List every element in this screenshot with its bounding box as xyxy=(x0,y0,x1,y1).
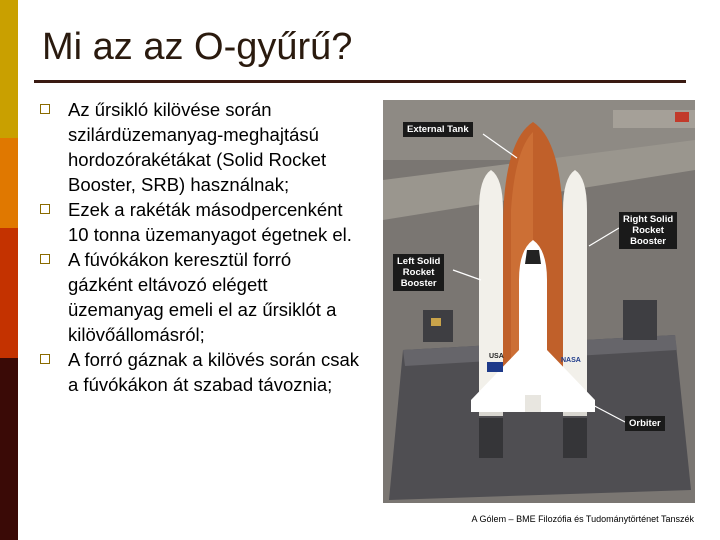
bullet-text: A forró gáznak a kilövés során csak a fúvókákon át szabad távoznia; xyxy=(68,349,360,395)
orbiter-cockpit-windows xyxy=(525,250,541,264)
usa-flag xyxy=(487,362,503,372)
right-booster-label: Right Solid Rocket Booster xyxy=(619,212,677,249)
bullet-text: Ezek a rakéták másodpercenként 10 tonna üzemanyagot égetnek el. xyxy=(68,199,352,245)
bullet-text: Az űrsikló kilövése során szilárdüzemanyag-meghajtású hordozórakétákat (Solid Rocket Booster, SRB) használnak; xyxy=(68,99,327,195)
platform-structure-right xyxy=(623,300,657,340)
orbiter-usa-marking: USA xyxy=(489,353,504,360)
shuttle-illustration xyxy=(383,100,695,503)
square-bullet-icon xyxy=(40,104,50,114)
accent-stripe-red xyxy=(0,228,18,358)
platform-equipment xyxy=(431,318,441,326)
bullet-item xyxy=(40,97,360,197)
right-flame-trench xyxy=(563,418,587,458)
accent-stripe-orange xyxy=(0,138,18,228)
square-bullet-icon xyxy=(40,204,50,214)
slide-title: Mi az az O-gyűrű? xyxy=(42,26,353,68)
bullet-text: A fúvókákon keresztül forró gázként eltávozó elégett üzemanyag emeli el az űrsiklót a kilövőállomásról; xyxy=(68,249,337,345)
left-booster-label: Left Solid Rocket Booster xyxy=(393,254,444,291)
bullet-item xyxy=(40,347,360,397)
orbiter-label: Orbiter xyxy=(625,416,665,431)
square-bullet-icon xyxy=(40,254,50,264)
orbiter-tail xyxy=(525,395,541,412)
title-divider xyxy=(34,80,686,83)
accent-stripe-dark xyxy=(0,358,18,540)
bullet-item xyxy=(40,197,360,247)
distant-vehicle xyxy=(675,112,689,122)
footer-credit: A Gólem – BME Filozófia és Tudománytörténet Tanszék xyxy=(471,514,694,524)
bullet-list xyxy=(40,97,360,397)
external-tank-label: External Tank xyxy=(403,122,473,137)
orbiter-nasa-marking: NASA xyxy=(561,357,581,364)
square-bullet-icon xyxy=(40,354,50,364)
accent-stripe-gold xyxy=(0,0,18,138)
bullet-item xyxy=(40,247,360,347)
right-booster-shape xyxy=(563,170,587,400)
left-flame-trench xyxy=(479,418,503,458)
space-shuttle-photo xyxy=(383,100,695,503)
